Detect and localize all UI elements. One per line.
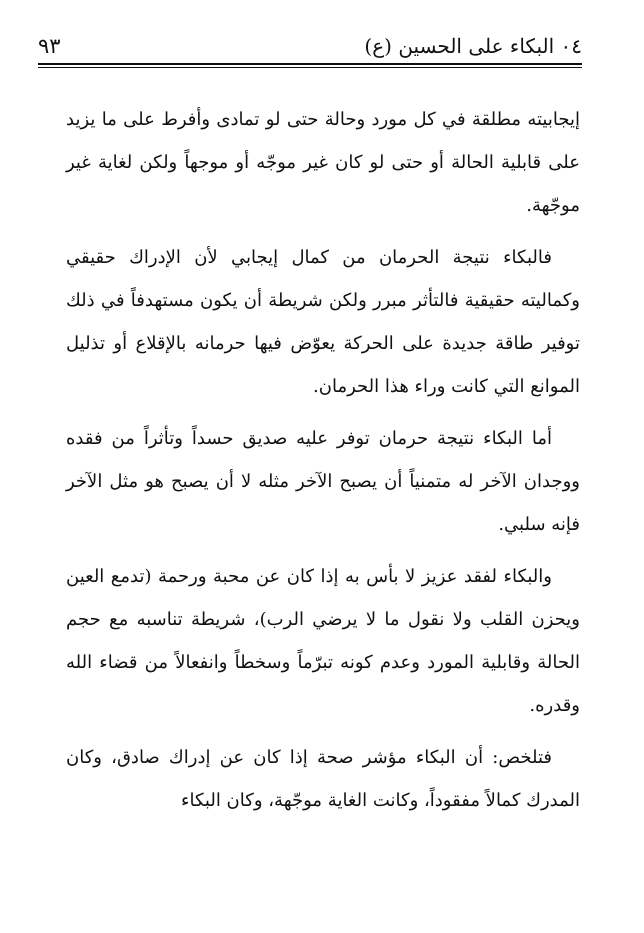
running-header <box>38 30 582 66</box>
paragraph-continuation: إيجابيته مطلقة في كل مورد وحالة حتى لو تمادى وأفرط على ما يزيد على قابلية الحالة أو حتى لو كان غير موجّه أو موجهاً ولكن لغاية غير موجّهة. <box>66 109 580 216</box>
paragraph-loss: والبكاء لفقد عزيز لا بأس به إذا كان عن محبة ورحمة (تدمع العين ويحزن القلب ولا نقول ما لا يرضي الرب)، شريطة تناسبه مع حجم الحالة وقابلية المورد وعدم كونه تبرّماً وسخطاً وانفعالاً من قضاء الله وقدره. <box>66 566 580 716</box>
header-rule-thin <box>38 67 582 68</box>
header-title: ٠٤ البكاء على الحسين (ع) <box>364 34 582 58</box>
paragraph-deprivation: فالبكاء نتيجة الحرمان من كمال إيجابي لأن الإدراك حقيقي وكماليته حقيقية فالتأثر مبرر ولكن شريطة أن يكون مستهدفاً في ذلك توفير طاقة جديدة على الحركة يعوّض فيها حرمانه بالإقلاع أو تذليل الموانع التي كانت وراء هذا الحرمان. <box>66 247 580 397</box>
page-body <box>66 98 580 831</box>
paragraph-summary: فتلخص: أن البكاء مؤشر صحة إذا كان عن إدراك صادق، وكان المدرك كمالاً مفقوداً، وكانت الغاية موجّهة، وكان البكاء <box>66 747 580 811</box>
header-rule-thick <box>38 63 582 65</box>
page-number: ٩٣ <box>38 34 61 58</box>
paragraph-envy: أما البكاء نتيجة حرمان توفر عليه صديق حسداً وتأثراً من فقده ووجدان الآخر له متمنياً أن يصبح الآخر مثله لا أن يصبح هو مثل الآخر فإنه سلبي. <box>66 428 580 535</box>
